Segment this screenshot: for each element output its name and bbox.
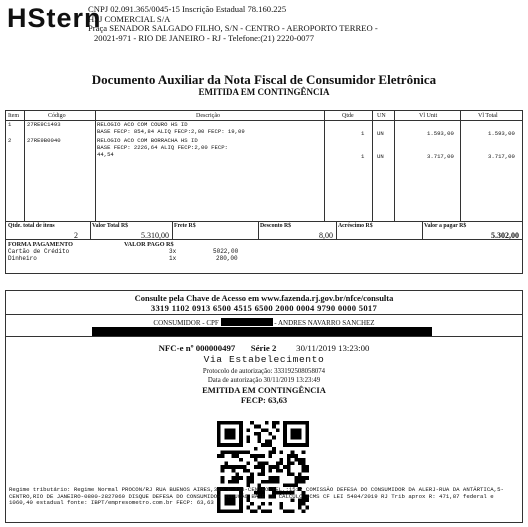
- payable-value: 5.302,00: [491, 231, 519, 240]
- qr-module: [276, 480, 280, 484]
- qr-module: [254, 465, 258, 469]
- qr-module: [239, 458, 243, 462]
- access-key: 3319 1102 0913 6500 4515 6500 2000 0004 9790 0000 5017: [150, 303, 378, 313]
- qr-module: [265, 443, 269, 447]
- header-total: Vl Total: [478, 113, 498, 119]
- qr-module: [294, 476, 298, 480]
- qr-module: [294, 480, 298, 484]
- row-1-item: 1: [8, 121, 12, 128]
- nfce-datetime: 30/11/2019 13:23:00: [296, 343, 370, 353]
- nfce-info: [6, 343, 522, 405]
- row-1-code: 27RE9C1493: [27, 121, 61, 128]
- qr-module: [224, 428, 235, 439]
- qr-module: [235, 465, 239, 469]
- qr-module: [269, 450, 273, 454]
- emitter-company: HSJ COMERCIAL S/A: [88, 13, 171, 24]
- total-gross-cell: [90, 222, 172, 240]
- qr-module: [276, 476, 280, 480]
- qr-module: [294, 454, 298, 458]
- qr-module: [276, 469, 280, 473]
- header-description: Descrição: [196, 113, 220, 119]
- qr-module: [232, 480, 236, 484]
- row-2-desc-fecp: BASE FECP: 2226,64 ALIQ FECP:2,00 FECP:: [97, 144, 228, 151]
- qr-module: [232, 476, 236, 480]
- qr-module: [257, 454, 261, 458]
- qr-module: [302, 458, 306, 462]
- row-2-desc: RELOGIO ACO COM BORRACHA HS ID: [97, 137, 198, 144]
- qr-module: [287, 458, 291, 462]
- qr-module: [291, 450, 295, 454]
- qr-module: [280, 469, 284, 473]
- consultation-url: Consulte pela Chave de Acesso em www.fazenda.rj.gov.br/nfce/consulta: [134, 293, 394, 303]
- qr-module: [239, 450, 243, 454]
- qr-module: [257, 465, 261, 469]
- payment-row-2-method: Dinheiro: [8, 255, 37, 262]
- nfce-protocol: Protocolo de autorização: 333192508058074: [202, 368, 326, 375]
- header-item: Item: [8, 113, 19, 119]
- col-divider: [394, 111, 395, 221]
- consultation-block: [6, 291, 522, 315]
- qr-module: [276, 465, 280, 469]
- qr-module: [298, 473, 302, 477]
- qr-module: [239, 465, 243, 469]
- qr-module: [246, 436, 250, 440]
- contingency-label: EMITIDA EM CONTINGÊNCIA: [198, 87, 330, 97]
- nfce-contingency: EMITIDA EM CONTINGÊNCIA: [202, 385, 326, 395]
- qr-module: [224, 450, 228, 454]
- payment-row-2-amount: 280,00: [216, 255, 238, 262]
- col-divider: [460, 111, 461, 221]
- brand-logo: HStern: [7, 3, 102, 33]
- row-2-total: 3.717,00: [488, 153, 515, 160]
- qr-module: [257, 473, 261, 477]
- items-table: [5, 110, 523, 222]
- qr-module: [287, 465, 291, 469]
- payment-section: [5, 240, 523, 274]
- row-2-qty: 1: [361, 153, 365, 160]
- row-1-desc: RELOGIO ACO COM COURO HS ID: [97, 121, 188, 128]
- emitter-cnpj: CNPJ 02.091.365/0045-15 Inscrição Estadual 78.160.225: [88, 4, 287, 14]
- qr-module: [232, 469, 236, 473]
- qr-module: [294, 458, 298, 462]
- row-1-unit: UN: [377, 130, 384, 137]
- discount-value: 8,00: [319, 231, 333, 240]
- qr-module: [265, 480, 269, 484]
- qr-module: [261, 465, 265, 469]
- nfce-via: Via Estabelecimento: [203, 354, 325, 365]
- qr-module: [265, 421, 269, 425]
- qr-module: [250, 473, 254, 477]
- qr-module: [246, 469, 250, 473]
- table-header-divider: [6, 120, 522, 121]
- qr-module: [246, 450, 250, 454]
- freight-cell: [172, 222, 258, 240]
- col-divider: [95, 111, 96, 221]
- total-gross-value: 5.310,00: [141, 231, 169, 240]
- consumer-name: - ANDRES NAVARRO SANCHEZ: [274, 319, 375, 327]
- qr-module: [261, 428, 265, 432]
- row-1-total: 1.593,00: [488, 130, 515, 137]
- addition-label: Acréscimo R$: [338, 223, 373, 229]
- qr-module: [269, 465, 273, 469]
- qr-module: [283, 443, 309, 447]
- payment-row-1-installments: 3x: [169, 248, 177, 255]
- qr-module: [283, 465, 287, 469]
- qr-module: [272, 425, 276, 429]
- qr-module: [276, 461, 280, 465]
- qr-module: [280, 458, 284, 462]
- nfce-fecp: FECP: 63,63: [240, 395, 288, 405]
- nfce-number: 000000497: [195, 343, 236, 353]
- qr-module: [287, 454, 291, 458]
- qr-module: [239, 476, 243, 480]
- qr-module: [283, 421, 309, 425]
- qr-module: [239, 421, 243, 447]
- qr-module: [272, 465, 276, 469]
- header-qty: Qtde: [342, 113, 354, 119]
- qr-module: [254, 432, 258, 436]
- qr-module: [302, 450, 306, 454]
- qr-module: [257, 439, 261, 443]
- qr-module: [280, 461, 284, 465]
- qr-module: [235, 454, 239, 458]
- row-2-code: 27RE9B0040: [27, 137, 61, 144]
- row-2-item: 2: [8, 137, 12, 144]
- qr-module: [224, 465, 228, 469]
- header-code: Código: [48, 113, 66, 119]
- col-divider: [372, 111, 373, 221]
- qr-module: [291, 473, 295, 477]
- qr-module: [302, 465, 306, 469]
- qr-module: [254, 454, 258, 458]
- payable-cell: [422, 222, 522, 240]
- qr-module: [257, 461, 261, 465]
- qr-module: [302, 461, 306, 465]
- cpf-redaction: [221, 318, 273, 326]
- nfce-auth-date: Data de autorização 30/11/2019 13:23:49: [207, 377, 321, 384]
- total-qty-cell: [6, 222, 90, 240]
- qr-module: [269, 469, 273, 473]
- qr-module: [228, 450, 232, 454]
- qr-module: [250, 476, 254, 480]
- qr-module: [269, 432, 273, 436]
- qr-module: [221, 469, 225, 473]
- total-qty-value: 2: [74, 231, 78, 240]
- row-1-unit-price: 1.593,00: [427, 130, 454, 137]
- discount-label: Desconto R$: [260, 223, 292, 229]
- qr-module: [265, 428, 269, 432]
- consumer-prefix: CONSUMIDOR - CPF: [153, 319, 219, 327]
- col-divider: [324, 111, 325, 221]
- qr-module: [261, 469, 265, 473]
- qr-module: [298, 480, 302, 484]
- qr-module: [272, 421, 276, 425]
- qr-module: [265, 461, 269, 465]
- qr-module: [272, 480, 276, 484]
- qr-module: [235, 473, 239, 477]
- qr-module: [246, 461, 250, 465]
- qr-module: [283, 421, 287, 447]
- qr-module: [287, 473, 291, 477]
- qr-module: [291, 428, 302, 439]
- qr-module: [228, 465, 232, 469]
- discount-cell: [258, 222, 336, 240]
- qr-module: [243, 469, 247, 473]
- qr-module: [228, 480, 232, 484]
- qr-module: [298, 461, 302, 465]
- payable-label: Valor a pagar R$: [424, 223, 467, 229]
- qr-module: [302, 476, 306, 480]
- qr-module: [298, 458, 302, 462]
- totals-row: [5, 222, 523, 240]
- row-2-unit-price: 3.717,00: [427, 153, 454, 160]
- qr-module: [243, 465, 247, 469]
- qr-module: [257, 432, 261, 436]
- emitter-address-2: 20021-971 - RIO DE JANEIRO - RJ - Telefone:(21) 2220-0077: [94, 32, 315, 43]
- emitter-header: [5, 4, 523, 64]
- qr-module: [221, 465, 225, 469]
- header-unit-price: Vl Unit: [419, 113, 438, 119]
- qr-module: [257, 425, 261, 429]
- qr-module: [302, 469, 306, 473]
- nfce-receipt: [5, 4, 523, 523]
- nfce-number-label: NFC-e nº: [158, 343, 194, 353]
- qr-module: [305, 465, 309, 469]
- qr-module: [221, 454, 225, 458]
- qr-module: [232, 465, 236, 469]
- qr-module: [232, 454, 236, 458]
- qr-module: [305, 421, 309, 447]
- qr-module: [261, 461, 265, 465]
- emitter-address-1: Praça SENADOR SALGADO FILHO, S/N - CENTRO - AEROPORTO TERREO -: [88, 23, 378, 34]
- qr-module: [269, 454, 273, 458]
- qr-module: [269, 443, 273, 447]
- document-title: Documento Auxiliar da Nota Fiscal de Consumidor Eletrônica: [91, 72, 437, 87]
- qr-module: [269, 439, 273, 443]
- qr-module: [235, 450, 239, 454]
- qr-module: [276, 428, 280, 432]
- qr-module: [246, 428, 250, 432]
- qr-module: [235, 476, 239, 480]
- qr-module: [287, 461, 291, 465]
- qr-module: [272, 436, 276, 440]
- total-gross-label: Valor Total R$: [92, 223, 129, 229]
- addition-cell: [336, 222, 422, 240]
- qr-module: [246, 480, 250, 484]
- qr-module: [254, 447, 258, 451]
- qr-module: [269, 480, 273, 484]
- qr-module: [232, 450, 236, 454]
- qr-module: [235, 480, 239, 484]
- qr-module: [276, 421, 280, 425]
- qr-module: [254, 425, 258, 429]
- total-qty-label: Qtde. total de itens: [8, 223, 55, 229]
- payment-row-1-method: Cartão de Crédito: [8, 248, 70, 255]
- qr-module: [221, 480, 225, 484]
- payment-row-2-installments: 1x: [169, 255, 177, 262]
- qr-module: [272, 450, 276, 454]
- document-title-block: [5, 72, 523, 98]
- col-divider: [24, 111, 25, 221]
- qr-module: [291, 454, 295, 458]
- qr-module: [291, 461, 295, 465]
- nfce-series-label: Série: [250, 343, 270, 353]
- qr-module: [269, 476, 273, 480]
- nfce-number-line: [6, 343, 522, 354]
- row-2-desc-fecp-value: 44,54: [97, 151, 114, 158]
- payment-form-label: FORMA PAGAMENTO: [8, 241, 73, 248]
- payment-paid-label: VALOR PAGO R$: [124, 241, 174, 248]
- redaction-bar: [92, 327, 432, 336]
- qr-module: [250, 421, 254, 425]
- row-2-unit: UN: [377, 153, 384, 160]
- qr-module: [217, 421, 221, 447]
- qr-module: [287, 469, 291, 473]
- qr-module: [221, 450, 225, 454]
- qr-module: [250, 454, 254, 458]
- consumer-block: [6, 315, 522, 337]
- qr-module: [298, 476, 302, 480]
- qr-module: [243, 450, 247, 454]
- emitter-info: [88, 5, 378, 43]
- qr-module: [305, 469, 309, 473]
- payment-row-1-amount: 5022,00: [213, 248, 239, 255]
- qr-module: [280, 450, 284, 454]
- qr-module: [254, 458, 258, 462]
- qr-module: [217, 454, 221, 458]
- header-unit: UN: [377, 113, 386, 119]
- nfce-series: 2: [271, 343, 277, 353]
- qr-module: [224, 461, 228, 465]
- qr-module: [302, 480, 306, 484]
- qr-module: [272, 447, 276, 451]
- qr-module: [250, 480, 254, 484]
- qr-module: [221, 476, 225, 480]
- freight-label: Frete R$: [174, 223, 196, 229]
- qr-module: [246, 439, 250, 443]
- qr-module: [257, 436, 261, 440]
- qr-module: [217, 421, 243, 425]
- qr-module: [305, 476, 309, 480]
- legal-footer: [5, 485, 523, 523]
- qr-module: [261, 473, 265, 477]
- footer-text: Regime tributário: Regime Normal PROCON/RJ RUA BUENOS AIRES,309 E 313-CENTRO-TEL.:1512 COMISSÃO DEFESA DO CONSUMIDOR DA ALERJ-RUA DA ANTÁRTICA,5-CENTRO,RIO DE JANEIRO-0800-2827060 DISQUE DEFESA DO CONSUMIDOR REDUÇÃO BASE DE CÁLCULO ICMS CF LEI 5484/2019 RJ Trib aprox R: 471,87 federal e 1060,40 estadual fonte: IBPT/empresometro.com.br FECP: 63,63: [9, 486, 504, 507]
- qr-module: [217, 443, 243, 447]
- qr-module: [261, 480, 265, 484]
- qr-module: [261, 443, 265, 447]
- consumer-line: [6, 318, 522, 327]
- qr-module: [261, 454, 265, 458]
- row-1-qty: 1: [361, 130, 365, 137]
- row-1-desc-fecp: BASE FECP: 854,84 ALIQ FECP:2,00 FECP: 19,09: [97, 128, 245, 135]
- qr-module: [265, 439, 269, 443]
- qr-module: [246, 476, 250, 480]
- qr-module: [272, 476, 276, 480]
